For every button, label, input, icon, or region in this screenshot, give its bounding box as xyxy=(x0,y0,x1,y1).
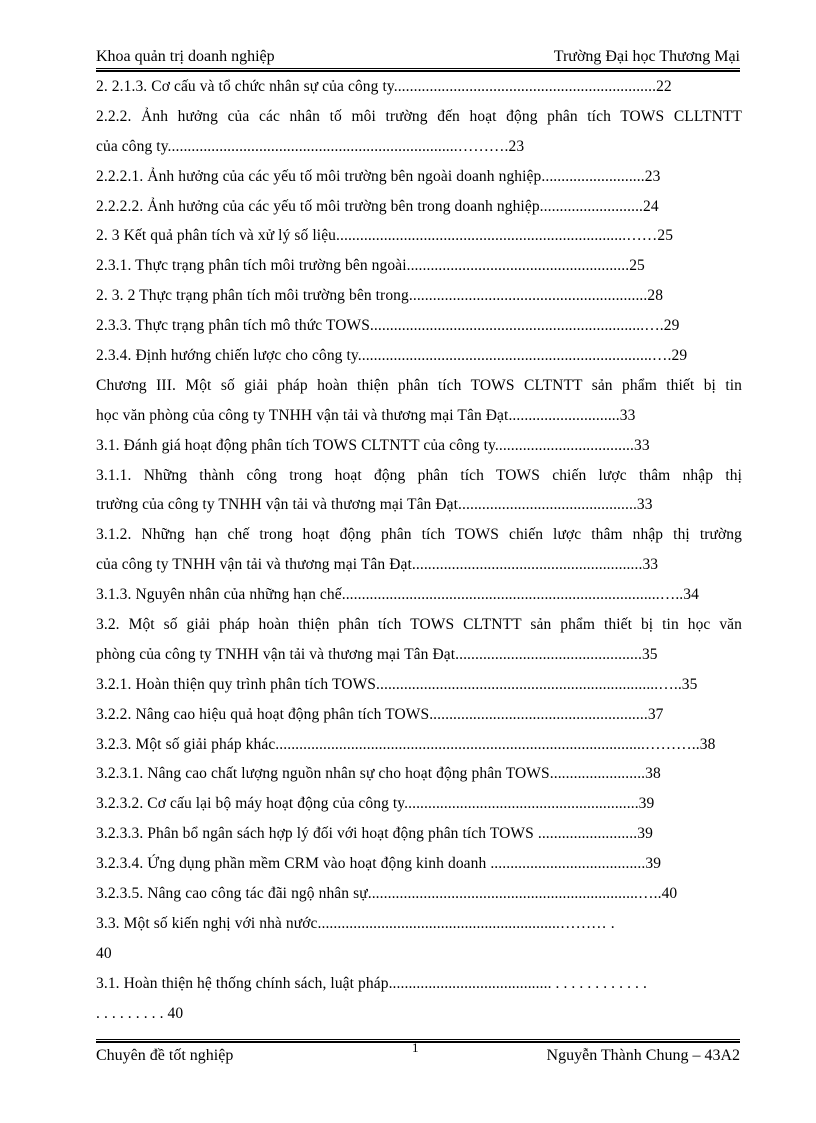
page-header xyxy=(96,44,740,70)
toc-line: 3.1.3. Nguyên nhân của những hạn chế................................................................................…..34 xyxy=(96,586,699,604)
footer-author: Nguyễn Thành Chung – 43A2 xyxy=(546,1047,740,1064)
toc-line: 2. 3. 2 Thực trạng phân tích môi trường bên trong............................................................28 xyxy=(96,287,664,305)
toc-line: 3.2.3.3. Phân bổ ngân sách hợp lý đối với hoạt động phân tích TOWS .........................39 xyxy=(96,825,653,843)
page-number: 1 xyxy=(412,1040,419,1055)
table-of-contents xyxy=(96,72,742,1029)
page-footer xyxy=(96,1040,740,1068)
header-university: Trường Đại học Thương Mại xyxy=(553,48,740,65)
toc-line: 3.2.3.2. Cơ cấu lại bộ máy hoạt động của công ty...........................................................39 xyxy=(96,795,655,813)
toc-line: 2.2.2. Ảnh hưởng của các nhân tố môi trường đến hoạt động phân tích TOWS CLLTNTT xyxy=(96,107,742,125)
toc-line: 3.2.2. Nâng cao hiệu quả hoạt động phân tích TOWS.......................................................37 xyxy=(96,705,664,723)
toc-line: 3.2.3.1. Nâng cao chất lượng nguồn nhân sự cho hoạt động phân TOWS........................38 xyxy=(96,765,661,783)
toc-line: Chương III. Một số giải pháp hoàn thiện phân tích TOWS CLTNTT sản phẩm thiết bị tin xyxy=(96,376,742,394)
toc-line: 3.2.1. Hoàn thiện quy trình phân tích TOWS.......................................................................…..35 xyxy=(96,675,698,693)
toc-line: 3.1. Đánh giá hoạt động phân tích TOWS CLTNTT của công ty...................................33 xyxy=(96,436,650,454)
toc-line: 3.2.3.4. Ứng dụng phần mềm CRM vào hoạt động kinh doanh .......................................39 xyxy=(96,855,662,873)
toc-line: 3.2.3.5. Nâng cao công tác đãi ngộ nhân sự....................................................................…..40 xyxy=(96,885,678,903)
toc-line: 2. 2.1.3. Cơ cấu và tổ chức nhân sự của công ty..................................................................22 xyxy=(96,78,672,95)
toc-line: 2.3.4. Định hướng chiến lược cho công ty..........................................................................….29 xyxy=(96,347,688,365)
toc-line: 3.1.1. Những thành công trong hoạt động phân tích TOWS chiến lược thâm nhập thị xyxy=(96,466,742,484)
toc-line: của công ty TNHH vận tải và thương mại Tân Đạt..........................................................33 xyxy=(96,556,659,574)
toc-line: của công ty.........................................................................……….23 xyxy=(96,137,525,155)
toc-line: 2. 3 Kết quả phân tích và xử lý số liệu.........................................................................……25 xyxy=(96,227,674,245)
toc-line: 3.1.2. Những hạn chế trong hoạt động phân tích TOWS chiến lược thâm nhập thị trường xyxy=(96,526,742,544)
toc-line: phòng của công ty TNHH vận tải và thương mại Tân Đạt...............................................35 xyxy=(96,645,658,663)
toc-line: 3.2. Một số giải pháp hoàn thiện phân tích TOWS CLTNTT sản phẩm thiết bị tin học văn xyxy=(96,616,742,634)
toc-line: 3.2.3. Một số giải pháp khác.............................................................................................………..38 xyxy=(96,735,716,753)
header-faculty: Khoa quản trị doanh nghiệp xyxy=(96,48,275,65)
toc-line: 2.3.1. Thực trạng phân tích môi trường bên ngoài........................................................25 xyxy=(96,257,645,275)
toc-line: 3.1. Hoàn thiện hệ thống chính sách, luật pháp......................................... . . . . . . . . . . . . xyxy=(96,974,647,992)
toc-line: học văn phòng của công ty TNHH vận tải và thương mại Tân Đạt............................33 xyxy=(96,406,636,424)
toc-line: 40 xyxy=(96,944,112,962)
toc-line: 2.3.3. Thực trạng phân tích mô thức TOWS.....................................................................….29 xyxy=(96,317,680,335)
toc-line: 2.2.2.2. Ảnh hưởng của các yếu tố môi trường bên trong doanh nghiệp..........................24 xyxy=(96,197,659,215)
toc-line: trường của công ty TNHH vận tải và thương mại Tân Đạt.............................................33 xyxy=(96,496,653,514)
toc-line: 2.2.2.1. Ảnh hưởng của các yếu tố môi trường bên ngoài doanh nghiệp..........................23 xyxy=(96,167,661,185)
toc-line: 3.3. Một số kiến nghị với nhà nước.............................................................……… . xyxy=(96,914,615,932)
footer-title: Chuyên đề tốt nghiệp xyxy=(96,1047,234,1064)
toc-line: . . . . . . . . . 40 xyxy=(96,1004,184,1022)
